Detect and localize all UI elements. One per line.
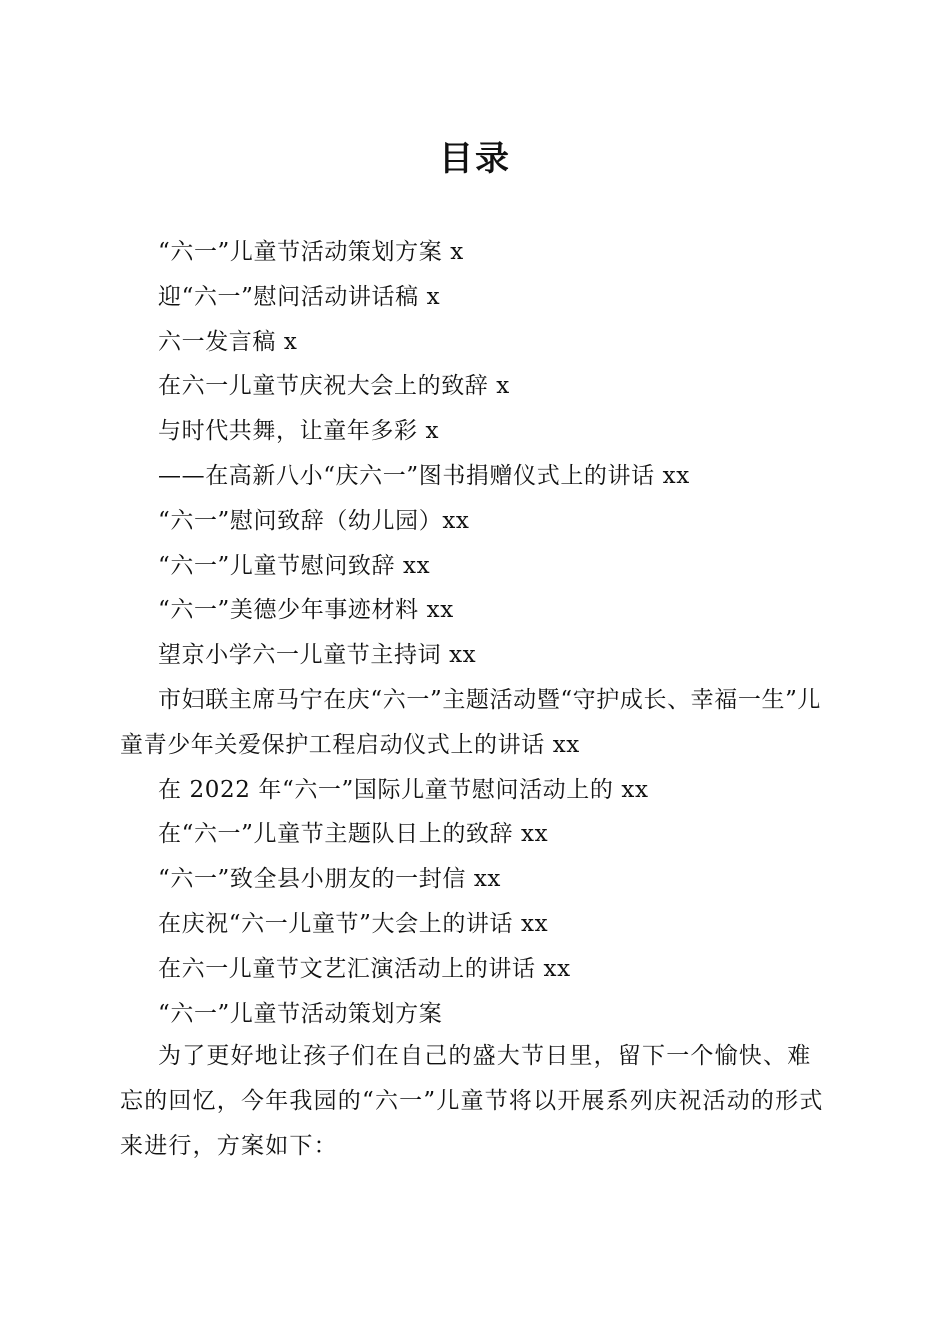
body-paragraph: 为了更好地让孩子们在自己的盛大节日里，留下一个愉快、难忘的回忆，今年我园的“六一”儿童节将以开展系列庆祝活动的形式来进行，方案如下：	[120, 1043, 824, 1159]
toc-item[interactable]: “六一”儿童节活动策划方案	[158, 1000, 443, 1027]
toc-item[interactable]: 在 2022 年“六一”国际儿童节慰问活动上的 xx	[158, 776, 649, 803]
toc-item[interactable]: 六一发言稿 x	[158, 328, 298, 355]
body-text	[120, 1034, 832, 1168]
toc-item[interactable]: 市妇联主席马宁在庆“六一”主题活动暨“守护成长、幸福一生”儿童青少年关爱保护工程启动仪式上的讲话 xx	[120, 686, 822, 758]
toc-item[interactable]: “六一”儿童节活动策划方案 x	[158, 239, 464, 265]
toc-item[interactable]: 迎“六一”慰问活动讲话稿 x	[158, 283, 441, 310]
toc-item[interactable]: “六一”致全县小朋友的一封信 xx	[158, 866, 501, 893]
page-title: 目录	[439, 139, 511, 179]
toc-item[interactable]: 在六一儿童节文艺汇演活动上的讲话 xx	[158, 955, 571, 982]
toc-item[interactable]: 与时代共舞，让童年多彩 x	[158, 418, 440, 445]
toc-item[interactable]: 在庆祝“六一儿童节”大会上的讲话 xx	[158, 910, 549, 937]
toc-item[interactable]: “六一”美德少年事迹材料 xx	[158, 597, 454, 624]
toc-item[interactable]: 在六一儿童节庆祝大会上的致辞 x	[158, 373, 510, 400]
toc-item[interactable]: “六一”慰问致辞（幼儿园）xx	[158, 507, 470, 534]
toc-item[interactable]: 望京小学六一儿童节主持词 xx	[158, 642, 477, 669]
toc-item[interactable]: 在“六一”儿童节主题队日上的致辞 xx	[158, 821, 549, 848]
table-of-contents	[120, 230, 832, 1036]
toc-item[interactable]: “六一”儿童节慰问致辞 xx	[158, 552, 431, 579]
toc-item[interactable]: ——在高新八小“庆六一”图书捐赠仪式上的讲话 xx	[158, 462, 690, 489]
